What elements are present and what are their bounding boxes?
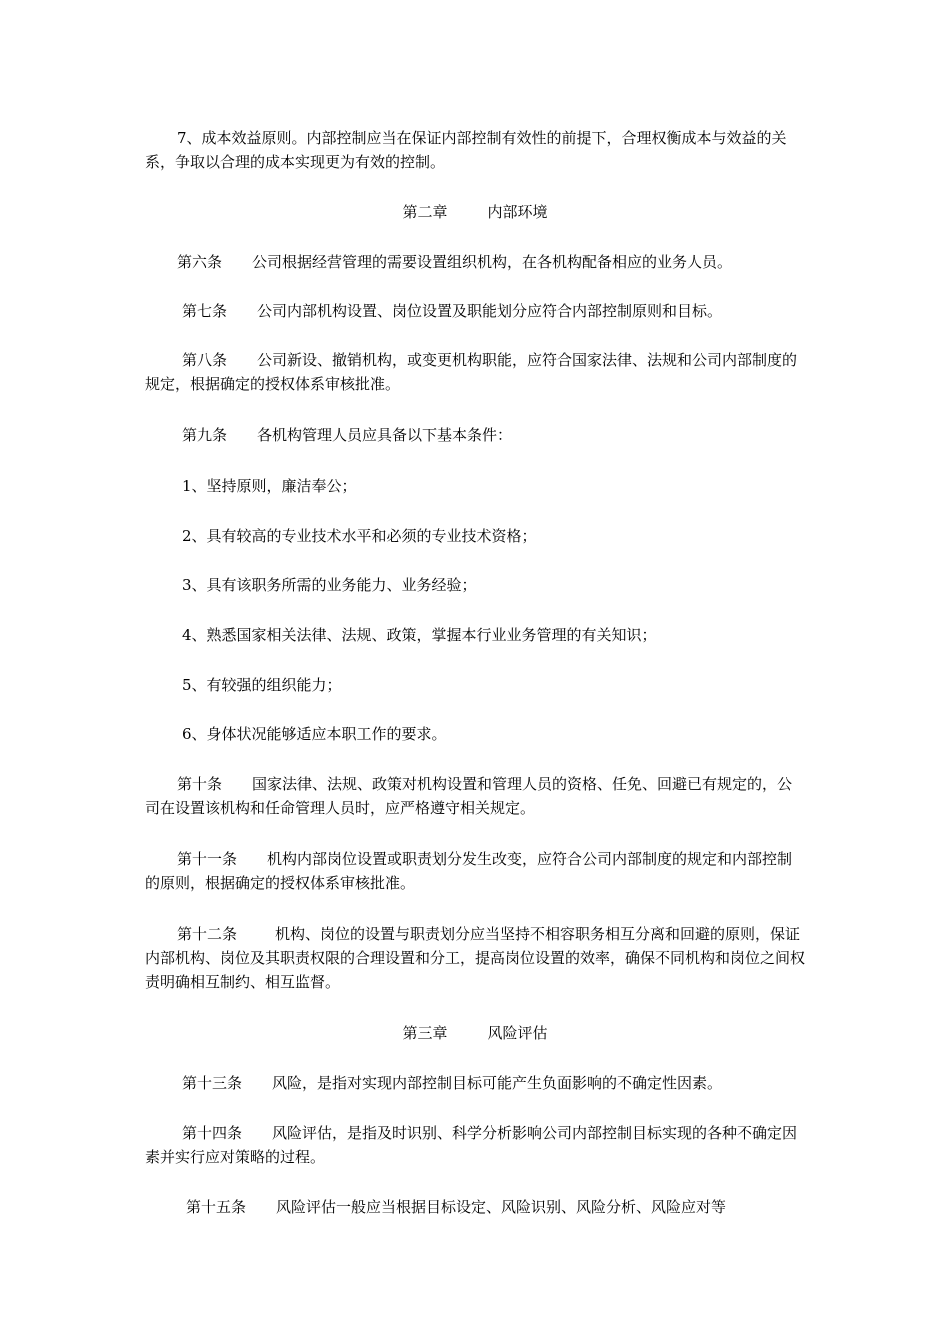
article-9 [145,423,807,447]
condition-item: 4、熟悉国家相关法律、法规、政策，掌握本行业业务管理的有关知识； [182,626,657,644]
article-7 [145,299,807,323]
chapter-3-heading [0,1021,950,1045]
article-text: 国家法律、法规、政策对机构设置和管理人员的资格、任免、回避已有规定的，公司在设置该机构和任命管理人员时，应严格遵守相关规定。 [145,775,793,817]
article-number: 第八条 [182,351,228,369]
article-text: 机构内部岗位设置或职责划分发生改变，应符合公司内部制度的规定和内部控制的原则，根据确定的授权体系审核批准。 [145,850,793,892]
article-number: 第七条 [182,302,228,320]
article-14 [145,1121,807,1169]
article-number: 第十四条 [182,1124,243,1142]
article-6 [145,250,807,274]
article-12 [145,922,807,994]
article-11 [145,847,807,895]
article-text: 公司新设、撤销机构，或变更机构职能，应符合国家法律、法规和公司内部制度的规定，根据确定的授权体系审核批准。 [145,351,798,393]
paragraph-principle-7: 7、成本效益原则。内部控制应当在保证内部控制有效性的前提下，合理权衡成本与效益的关系，争取以合理的成本实现更为有效的控制。 [145,129,787,171]
article-10 [145,772,807,820]
condition-item: 5、有较强的组织能力； [182,676,342,694]
condition-item: 2、具有较高的专业技术水平和必须的专业技术资格； [182,527,537,545]
chapter-number: 第三章 [402,1024,448,1042]
article-13 [145,1071,807,1095]
chapter-title: 风险评估 [487,1024,548,1042]
condition-item: 1、坚持原则，廉洁奉公； [182,477,357,495]
article-number: 第十二条 [177,925,238,943]
article-8 [145,348,807,396]
article-text: 风险评估，是指及时识别、科学分析影响公司内部控制目标实现的各种不确定因素并实行应对策略的过程。 [145,1124,798,1166]
article-number: 第九条 [182,426,228,444]
article-text: 各机构管理人员应具备以下基本条件： [257,426,513,444]
article-15 [145,1195,807,1219]
condition-item: 6、身体状况能够适应本职工作的要求。 [182,725,447,743]
article-text: 风险，是指对实现内部控制目标可能产生负面影响的不确定性因素。 [272,1074,723,1092]
chapter-2-heading [0,200,950,224]
article-number: 第六条 [177,253,223,271]
article-number: 第十三条 [182,1074,243,1092]
article-text: 公司根据经营管理的需要设置组织机构，在各机构配备相应的业务人员。 [252,253,733,271]
chapter-title: 内部环境 [487,203,548,221]
article-text: 公司内部机构设置、岗位设置及职能划分应符合内部控制原则和目标。 [257,302,723,320]
article-text: 机构、岗位的设置与职责划分应当坚持不相容职务相互分离和回避的原则，保证内部机构、岗位及其职责权限的合理设置和分工，提高岗位设置的效率，确保不同机构和岗位之间权责明确相互制约、相互监督。 [145,925,806,991]
article-number: 第十条 [177,775,223,793]
chapter-number: 第二章 [402,203,448,221]
article-number: 第十一条 [177,850,238,868]
condition-item: 3、具有该职务所需的业务能力、业务经验； [182,576,477,594]
article-text: 风险评估一般应当根据目标设定、风险识别、风险分析、风险应对等 [276,1198,727,1216]
article-number: 第十五条 [186,1198,247,1216]
